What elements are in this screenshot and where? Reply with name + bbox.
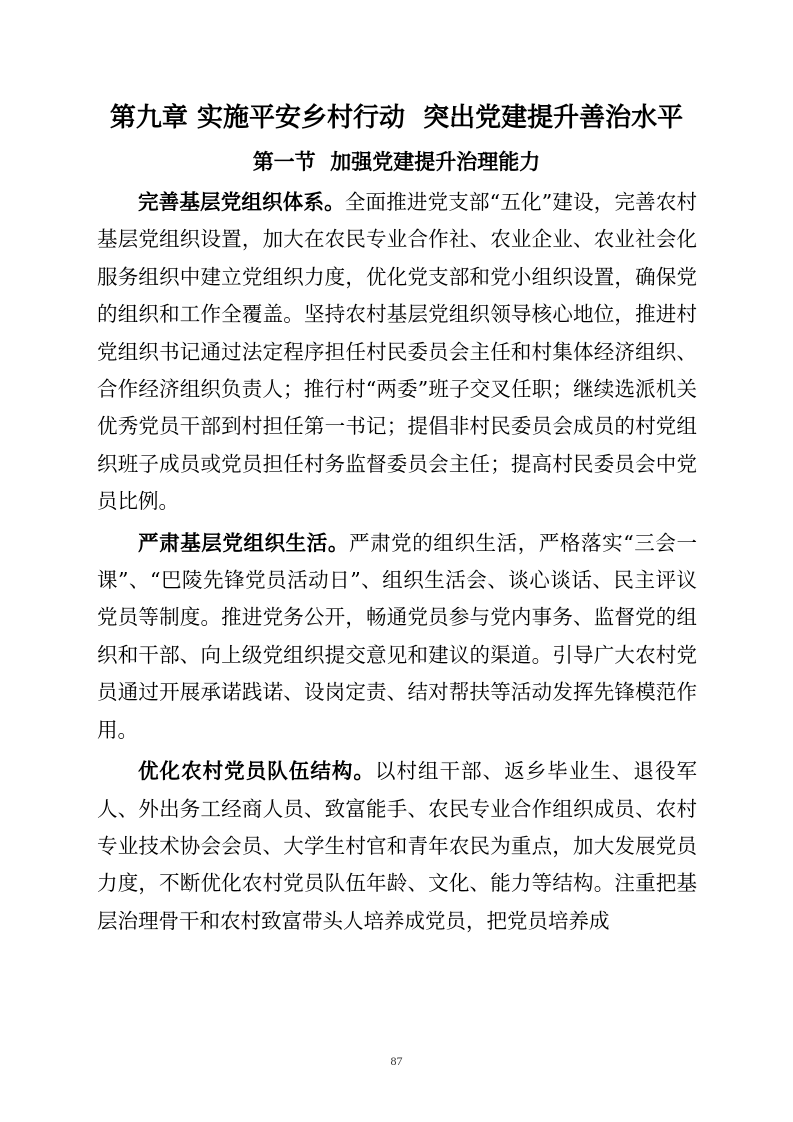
chapter-title: 第九章 实施平安乡村行动 突出党建提升善治水平: [109, 103, 684, 133]
body-text: [97, 184, 697, 940]
paragraph-lead: 完善基层党组织体系。: [138, 190, 345, 214]
paragraph-member-structure: [97, 753, 697, 940]
paragraph-lead: 优化农村党员队伍结构。: [138, 759, 375, 784]
paragraph-organization-life: [97, 525, 697, 749]
page-number: 87: [390, 1054, 403, 1068]
paragraph-lead: 严肃基层党组织生活。: [138, 530, 349, 555]
paragraph-organization-system: [97, 184, 697, 521]
paragraph-text: 以村组干部、返乡毕业生、退役军人、外出务工经商人员、致富能手、农民专业合作组织成员、农村专业技术协会会员、大学生村官和青年农民为重点，加大发展党员力度，不断优化农村党员队伍年龄、文化、能力等结构。注重把基层治理骨干和农村致富带头人培养成党员，把党员培养成: [97, 759, 698, 933]
paragraph-text: 严肃党的组织生活，严格落实“三会一课”、“巴陵先锋党员活动日”、组织生活会、谈心谈话、民主评议党员等制度。推进党务公开，畅通党员参与党内事务、监督党的组织和干部、向上级党组织提交意见和建议的渠道。引导广大农村党员通过开展承诺践诺、设岗定责、结对帮扶等活动发挥先锋模范作用。: [97, 530, 697, 742]
paragraph-text: 全面推进党支部“五化”建设，完善农村基层党组织设置，加大在农民专业合作社、农业企业、农业社会化服务组织中建立党组织力度，优化党支部和党小组织设置，确保党的组织和工作全覆盖。坚持农村基层党组织领导核心地位，推进村党组织书记通过法定程序担任村民委员会主任和村集体经济组织、合作经济组织负责人；推行村“两委”班子交叉任职；继续选派机关优秀党员干部到村担任第一书记；提倡非村民委员会成员的村党组织班子成员或党员担任村务监督委员会主任；提高村民委员会中党员比例。: [97, 190, 698, 514]
section-title: 第一节 加强党建提升治理能力: [252, 150, 541, 174]
